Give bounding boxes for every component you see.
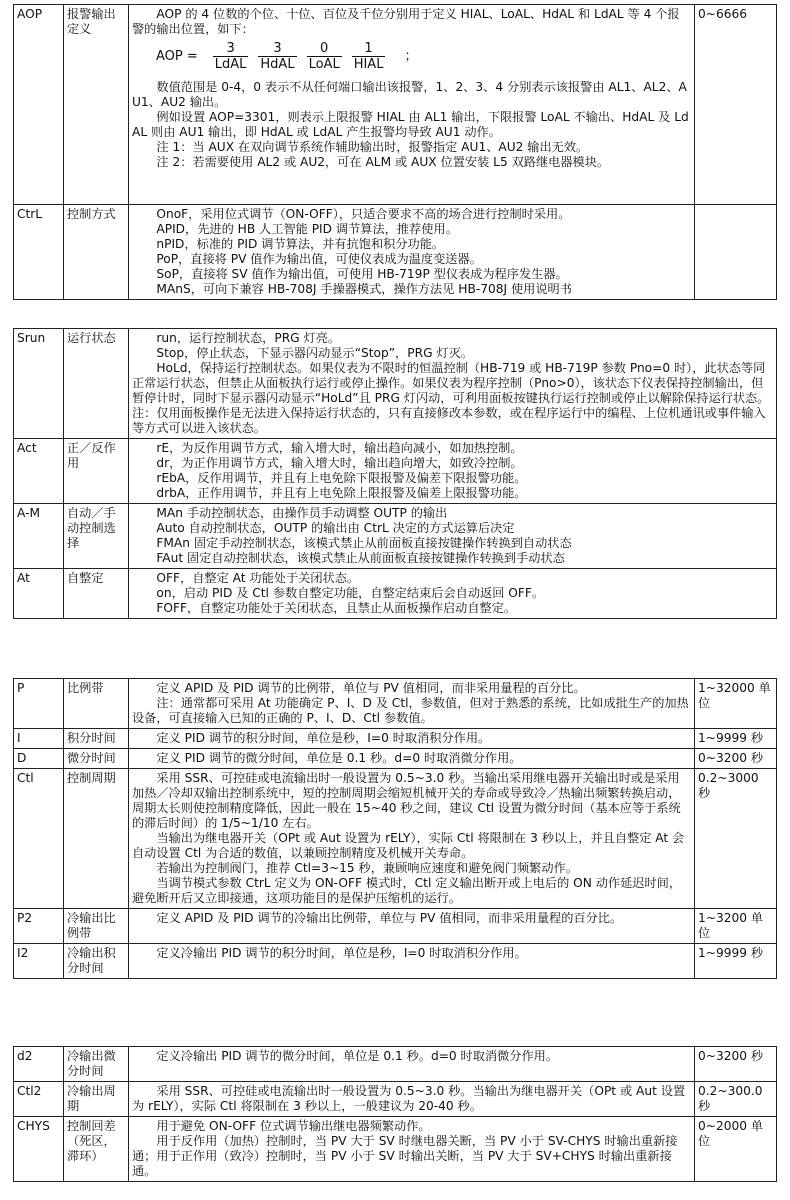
desc-line: OnoF，采用位式调节（ON-OFF），只适合要求不高的场合进行控制时采用。 bbox=[156, 207, 571, 221]
param-description bbox=[129, 1047, 695, 1082]
param-name: 正／反作用 bbox=[64, 439, 129, 504]
desc-line: 定义 APID 及 PID 调节的比例带，单位与 PV 值相同，而非采用量程的百分比。 bbox=[156, 681, 586, 695]
table-row bbox=[14, 679, 777, 729]
desc-line: OFF，自整定 At 功能处于关闭状态。 bbox=[156, 571, 360, 585]
param-code: I bbox=[14, 729, 64, 749]
desc-line: SoP，直接将 SV 值作为输出值，可使用 HB-719P 型仪表成为程序发生器。 bbox=[156, 267, 568, 281]
param-description bbox=[129, 504, 777, 569]
param-description bbox=[129, 909, 695, 944]
param-description bbox=[129, 569, 777, 619]
aop-formula bbox=[156, 41, 691, 72]
formula-label: AOP = bbox=[156, 49, 198, 64]
desc-line: APID，先进的 HB 人工智能 PID 调节算法，推荐使用。 bbox=[156, 222, 458, 236]
param-description bbox=[129, 1082, 695, 1117]
param-name: 微分时间 bbox=[64, 749, 129, 769]
param-code: Srun bbox=[14, 329, 64, 439]
param-name: 冷输出周期 bbox=[64, 1082, 129, 1117]
desc-line: dr，为正作用调节方式，输入增大时，输出趋向增大，如致冷控制。 bbox=[156, 456, 523, 470]
formula-term: $\frac{0}{\text{LoAL}}$ bbox=[308, 41, 340, 72]
param-description bbox=[129, 749, 695, 769]
formula-term: $\frac{3}{\text{LdAL}}$ bbox=[214, 41, 247, 72]
param-range: 0.2~300.0 秒 bbox=[695, 1082, 777, 1117]
param-range: 1~3200 单位 bbox=[695, 909, 777, 944]
desc-line: HoLd，保持运行控制状态。如果仪表为不限时的恒温控制（HB-719 或 HB-719P 参数 Pno=0 时），此状态等同正常运行状态，但禁止从面板执行运行或停止操作。如果仪表为程序控制（Pno>0），该状态下仪表保持控制输出，但暂停计时，同时下显示器闪动显示“HoLd”且 PRG 灯闪动，可利用面板按键执行运行控制或停止以解除保持运行状态。注：仅用面板操作是无法进入保持运行状态的，只有直接修改本参数，或在程序运行中的编程、上位机通讯或事件输入等方式可以进入该状态。 bbox=[132, 361, 770, 435]
param-range bbox=[695, 205, 777, 300]
parameter-table-section-4 bbox=[13, 1046, 777, 1182]
desc-line: 定义 PID 调节的积分时间，单位是秒，I=0 时取消积分作用。 bbox=[156, 731, 491, 745]
desc-line: MAn 手动控制状态，由操作员手动调整 OUTP 的输出 bbox=[156, 506, 448, 520]
table-row bbox=[14, 439, 777, 504]
param-range: 1~9999 秒 bbox=[695, 729, 777, 749]
desc-line: 用于反作用（加热）控制时，当 PV 大于 SV 时继电器关断，当 PV 小于 SV-CHYS 时输出重新接通；用于正作用（致冷）控制时，当 PV 小于 SV 时输出关断，当 PV 大于 SV+CHYS 时输出重新接通。 bbox=[132, 1134, 678, 1178]
table-row bbox=[14, 329, 777, 439]
param-name: 运行状态 bbox=[64, 329, 129, 439]
param-range: 0~6666 bbox=[695, 5, 777, 205]
param-code: D bbox=[14, 749, 64, 769]
desc-line: nPID，标准的 PID 调节算法，并有抗饱和积分功能。 bbox=[156, 237, 445, 251]
desc-line: rEbA，反作用调节，并且有上电免除下限报警及偏差下限报警功能。 bbox=[156, 471, 527, 485]
desc-line: Auto 自动控制状态，OUTP 的输出由 CtrL 决定的方式运算后决定 bbox=[156, 521, 515, 535]
param-range: 1~9999 秒 bbox=[695, 944, 777, 979]
desc-line: 例如设置 AOP=3301，则表示上限报警 HIAL 由 AL1 输出，下限报警 LoAL 不输出、HdAL 及 LdAL 则由 AU1 输出，即 HdAL 或 LdAL 产生报警均导致 AU1 动作。 bbox=[132, 110, 689, 139]
desc-line: 定义 APID 及 PID 调节的冷输出比例带，单位与 PV 值相同，而非采用量程的百分比。 bbox=[156, 911, 623, 925]
param-code: P2 bbox=[14, 909, 64, 944]
table-row bbox=[14, 1082, 777, 1117]
formula-term: $\frac{1}{\text{HIAL}}$ bbox=[353, 41, 384, 72]
desc-line: 定义冷输出 PID 调节的微分时间，单位是 0.1 秒。d=0 时取消微分作用。 bbox=[156, 1049, 559, 1063]
desc-line: on，启动 PID 及 Ctl 参数自整定功能，自整定结束后会自动返回 OFF。 bbox=[156, 586, 545, 600]
desc-line: 定义冷输出 PID 调节的积分时间，单位是秒，I=0 时取消积分作用。 bbox=[156, 946, 527, 960]
desc-line: 数值范围是 0-4，0 表示不从任何端口输出该报警，1、2、3、4 分别表示该报警由 AL1、AL2、AU1、AU2 输出。 bbox=[132, 80, 687, 109]
desc-line: 注 2：若需要使用 AL2 或 AU2，可在 ALM 或 AUX 位置安装 L5 双路继电器模块。 bbox=[156, 155, 610, 169]
desc-line: MAnS，可向下兼容 HB-708J 手操器模式，操作方法见 HB-708J 使用说明书 bbox=[156, 282, 572, 296]
desc-line: drbA，正作用调节，并且有上电免除上限报警及偏差上限报警功能。 bbox=[156, 486, 527, 500]
param-description bbox=[129, 679, 695, 729]
param-code: Ctl bbox=[14, 769, 64, 909]
table-row bbox=[14, 729, 777, 749]
desc-line: 若输出为控制阀门，推荐 Ctl=3~15 秒，兼顾响应速度和避免阀门频繁动作。 bbox=[156, 861, 578, 875]
param-range: 0~3200 秒 bbox=[695, 749, 777, 769]
param-name: 自整定 bbox=[64, 569, 129, 619]
param-range: 1~32000 单位 bbox=[695, 679, 777, 729]
param-code: A-M bbox=[14, 504, 64, 569]
desc-line: 注：通常都可采用 At 功能确定 P、I、D 及 Ctl，参数值，但对于熟悉的系统，比如成批生产的加热设备，可直接输入已知的正确的 P、I、D、Ctl 参数值。 bbox=[132, 696, 689, 725]
param-code: At bbox=[14, 569, 64, 619]
param-description bbox=[129, 1117, 695, 1182]
param-range: 0~2000 单位 bbox=[695, 1117, 777, 1182]
table-row bbox=[14, 1047, 777, 1082]
param-description bbox=[129, 439, 777, 504]
param-name: 比例带 bbox=[64, 679, 129, 729]
desc-line: 用于避免 ON-OFF 位式调节输出继电器频繁动作。 bbox=[156, 1119, 431, 1133]
desc-line: PoP，直接将 PV 值作为输出值，可使仪表成为温度变送器。 bbox=[156, 252, 482, 266]
table-row bbox=[14, 909, 777, 944]
desc-line: 采用 SSR、可控硅或电流输出时一般设置为 0.5~3.0 秒。当输出采用继电器开关输出时或是采用加热／冷却双输出控制系统中，短的控制周期会缩短机械开关的寿命或导致冷／热输出频繁转换启动，周期太长则使控制精度降低，因此一般在 15~40 秒之间，建议 Ctl 设置为微分时间（基本应等于系统的滞后时间）的 1/5~1/10 左右。 bbox=[132, 771, 681, 830]
param-name: 冷输出微分时间 bbox=[64, 1047, 129, 1082]
desc-line: FOFF，自整定功能处于关闭状态，且禁止从面板操作启动自整定。 bbox=[156, 601, 517, 615]
desc-line: 采用 SSR、可控硅或电流输出时一般设置为 0.5~3.0 秒。当输出为继电器开关（OPt 或 Aut 设置为 rELY），实际 Ctl 将限制在 3 秒以上，一般建议为 20-40 秒。 bbox=[132, 1084, 686, 1113]
param-name: 冷输出积分时间 bbox=[64, 944, 129, 979]
desc-line: run，运行控制状态，PRG 灯亮。 bbox=[156, 331, 341, 345]
table-row bbox=[14, 569, 777, 619]
parameter-table-section-3 bbox=[13, 678, 777, 979]
desc-line: 当输出为继电器开关（OPt 或 Aut 设置为 rELY），实际 Ctl 将限制在 3 秒以上，并且自整定 At 会自动设置 Ctl 为合适的数值，以兼顾控制精度及机械开关寿命。 bbox=[132, 831, 685, 860]
param-description bbox=[129, 329, 777, 439]
param-range: 0.2~3000 秒 bbox=[695, 769, 777, 909]
param-description bbox=[129, 5, 695, 205]
parameter-table-section-1 bbox=[13, 4, 777, 300]
param-code: I2 bbox=[14, 944, 64, 979]
param-code: d2 bbox=[14, 1047, 64, 1082]
desc-line: 当调节模式参数 CtrL 定义为 ON-OFF 模式时，Ctl 定义输出断开或上电后的 ON 动作延迟时间，避免断开后又立即接通，这项功能目的是保护压缩机的运行。 bbox=[132, 876, 682, 905]
desc-line: FMAn 固定手动控制状态，该模式禁止从前面板直接按键操作转换到自动状态 bbox=[156, 536, 572, 550]
desc-line: 注 1：当 AUX 在双向调节系统作辅助输出时，报警指定 AU1、AU2 输出无效。 bbox=[156, 140, 589, 154]
param-code: Act bbox=[14, 439, 64, 504]
param-description bbox=[129, 729, 695, 749]
param-name: 控制方式 bbox=[64, 205, 129, 300]
param-name: 积分时间 bbox=[64, 729, 129, 749]
table-row bbox=[14, 769, 777, 909]
desc-line: FAut 固定自动控制状态，该模式禁止从前面板直接按键操作转换到手动状态 bbox=[156, 551, 565, 565]
desc-line: rE，为反作用调节方式，输入增大时，输出趋向减小，如加热控制。 bbox=[156, 441, 523, 455]
param-description bbox=[129, 769, 695, 909]
param-code: CtrL bbox=[14, 205, 64, 300]
table-row bbox=[14, 749, 777, 769]
table-row bbox=[14, 504, 777, 569]
param-code: Ctl2 bbox=[14, 1082, 64, 1117]
desc-line: 定义 PID 调节的微分时间，单位是 0.1 秒。d=0 时取消微分作用。 bbox=[156, 751, 522, 765]
table-row bbox=[14, 205, 777, 300]
table-row bbox=[14, 5, 777, 205]
table-row bbox=[14, 1117, 777, 1182]
param-range: 0~3200 秒 bbox=[695, 1047, 777, 1082]
parameter-table-section-2 bbox=[13, 328, 777, 619]
param-code: P bbox=[14, 679, 64, 729]
param-code: AOP bbox=[14, 5, 64, 205]
param-name: 自动／手动控制选择 bbox=[64, 504, 129, 569]
table-row bbox=[14, 944, 777, 979]
param-code: CHYS bbox=[14, 1117, 64, 1182]
formula-end: ； bbox=[404, 49, 418, 64]
param-name: 控制周期 bbox=[64, 769, 129, 909]
param-description bbox=[129, 944, 695, 979]
desc-line: Stop，停止状态，下显示器闪动显示“Stop”，PRG 灯灭。 bbox=[156, 346, 473, 360]
desc-line: AOP 的 4 位数的个位、十位、百位及千位分别用于定义 HIAL、LoAL、HdAL 和 LdAL 等 4 个报警的输出位置，如下： bbox=[132, 7, 680, 36]
param-name: 报警输出定义 bbox=[64, 5, 129, 205]
param-name: 控制回差（死区，滞环） bbox=[64, 1117, 129, 1182]
formula-term: $\frac{3}{\text{HdAL}}$ bbox=[260, 41, 295, 72]
param-description bbox=[129, 205, 695, 300]
param-name: 冷输出比例带 bbox=[64, 909, 129, 944]
